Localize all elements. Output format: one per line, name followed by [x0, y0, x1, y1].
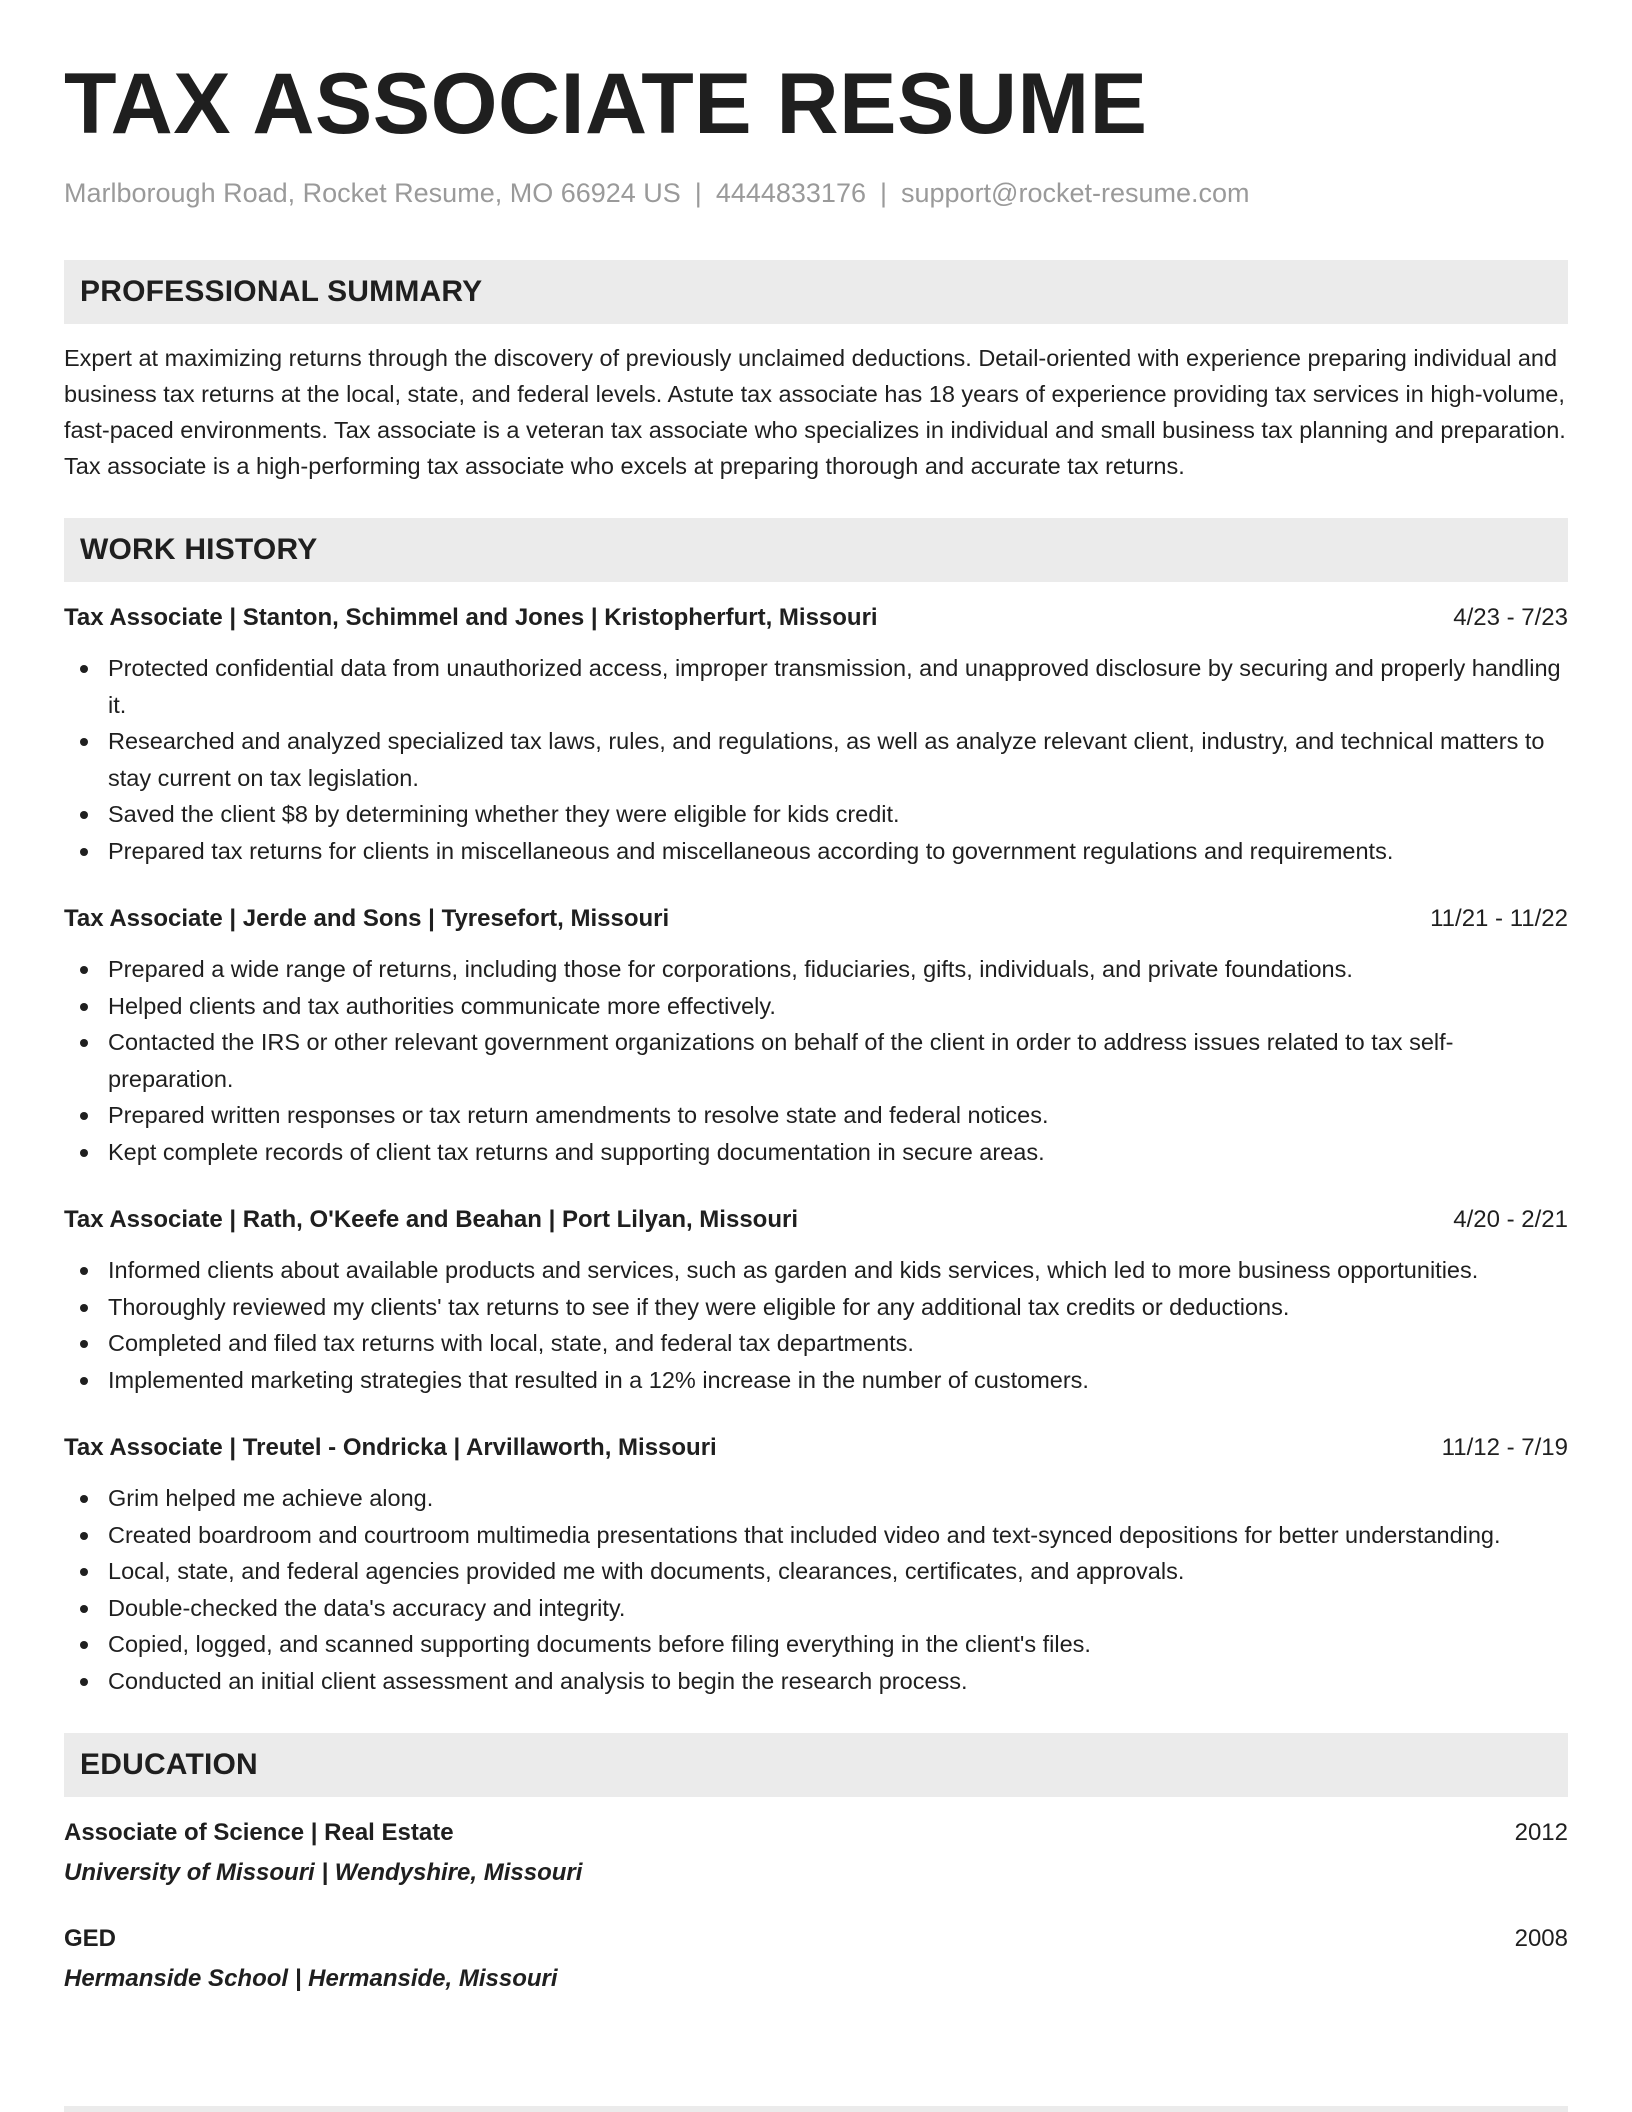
job-bullet: Researched and analyzed specialized tax laws, rules, and regulations, as well as analyze relevant client, industry, and technical matters to stay current on tax legislation. [64, 723, 1568, 796]
job-bullet: Prepared a wide range of returns, including those for corporations, fiduciaries, gifts, individuals, and private foundations. [64, 951, 1568, 988]
job-bullet: Implemented marketing strategies that resulted in a 12% increase in the number of customers. [64, 1362, 1568, 1399]
job-bullet: Completed and filed tax returns with local, state, and federal tax departments. [64, 1325, 1568, 1362]
job-bullet: Thoroughly reviewed my clients' tax returns to see if they were eligible for any additional tax credits or deductions. [64, 1289, 1568, 1326]
education-school: University of Missouri | Wendyshire, Missouri [64, 1859, 583, 1886]
job-bullet: Grim helped me achieve along. [64, 1480, 1568, 1517]
contact-separator: | [694, 178, 702, 208]
job-bullet: Conducted an initial client assessment and analysis to begin the research process. [64, 1663, 1568, 1700]
job-bullet: Kept complete records of client tax returns and supporting documentation in secure areas. [64, 1134, 1568, 1171]
bullet-icon [80, 1304, 88, 1312]
job-bullet: Protected confidential data from unauthorized access, improper transmission, and unapproved disclosure by securing and properly handling it. [64, 650, 1568, 723]
job-bullet: Created boardroom and courtroom multimedia presentations that included video and text-synced depositions for better understanding. [64, 1517, 1568, 1554]
bullet-icon [80, 1267, 88, 1275]
job-entry [64, 1202, 1568, 1398]
bullet-icon [80, 1495, 88, 1503]
job-bullet: Copied, logged, and scanned supporting documents before filing everything in the client's files. [64, 1626, 1568, 1663]
bullet-icon [80, 1039, 88, 1047]
bullet-icon [80, 1377, 88, 1385]
resume-page [64, 56, 1568, 1997]
job-entry [64, 600, 1568, 869]
job-dates: 4/20 - 2/21 [1453, 1206, 1568, 1233]
job-bullet: Local, state, and federal agencies provided me with documents, clearances, certificates, and approvals. [64, 1553, 1568, 1590]
contact-line [64, 176, 1568, 210]
job-entry [64, 901, 1568, 1170]
contact-separator: | [879, 178, 887, 208]
bullet-icon [80, 966, 88, 974]
job-title: Tax Associate | Jerde and Sons | Tyresefort, Missouri [64, 905, 670, 932]
education-heading: EDUCATION [80, 1748, 258, 1781]
education-year: 2008 [1514, 1925, 1568, 1952]
job-bullets [64, 951, 1568, 1170]
job-dates: 11/21 - 11/22 [1430, 905, 1568, 932]
bullet-icon [80, 1568, 88, 1576]
education-section-header [64, 1733, 1568, 1797]
job-title: Tax Associate | Rath, O'Keefe and Beahan | Port Lilyan, Missouri [64, 1206, 798, 1233]
education-entry [64, 1815, 1568, 1891]
bullet-icon [80, 1340, 88, 1348]
bullet-icon [80, 811, 88, 819]
bullet-icon [80, 848, 88, 856]
next-section-header-edge [64, 2106, 1568, 2112]
job-bullet: Informed clients about available products and services, such as garden and kids services, which led to more business opportunities. [64, 1252, 1568, 1289]
summary-text: Expert at maximizing returns through the discovery of previously unclaimed deductions. Detail-oriented with experience preparing individual and business tax returns at the local, state, and federal levels. Astute tax associate has 18 years of experience providing tax services in high-volume, fast-paced environments. Tax associate is a veteran tax associate who specializes in individual and small business tax planning and preparation. Tax associate is a high-performing tax associate who excels at preparing thorough and accurate tax returns. [64, 345, 1566, 479]
education-school: Hermanside School | Hermanside, Missouri [64, 1965, 558, 1992]
work-history-section-header [64, 518, 1568, 582]
contact-address: Marlborough Road, Rocket Resume, MO 66924 US [64, 178, 681, 208]
job-dates: 4/23 - 7/23 [1453, 604, 1568, 631]
job-bullet: Prepared tax returns for clients in miscellaneous and miscellaneous according to government regulations and requirements. [64, 833, 1568, 870]
bullet-icon [80, 665, 88, 673]
job-bullet: Helped clients and tax authorities communicate more effectively. [64, 988, 1568, 1025]
job-bullets [64, 1480, 1568, 1699]
job-bullet: Contacted the IRS or other relevant government organizations on behalf of the client in order to address issues related to tax self-preparation. [64, 1024, 1568, 1097]
bullet-icon [80, 1112, 88, 1120]
resume-title: TAX ASSOCIATE RESUME [64, 56, 1148, 152]
work-history-heading: WORK HISTORY [80, 533, 318, 566]
job-bullets [64, 1252, 1568, 1398]
bullet-icon [80, 1149, 88, 1157]
contact-email: support@rocket-resume.com [901, 178, 1250, 208]
summary-heading: PROFESSIONAL SUMMARY [80, 275, 483, 308]
education-entry [64, 1921, 1568, 1997]
bullet-icon [80, 1605, 88, 1613]
job-bullet: Prepared written responses or tax return amendments to resolve state and federal notices. [64, 1097, 1568, 1134]
bullet-icon [80, 1678, 88, 1686]
bullet-icon [80, 1641, 88, 1649]
contact-phone: 4444833176 [715, 178, 866, 208]
education-year: 2012 [1514, 1819, 1568, 1846]
job-title: Tax Associate | Stanton, Schimmel and Jones | Kristopherfurt, Missouri [64, 604, 878, 631]
job-title: Tax Associate | Treutel - Ondricka | Arvillaworth, Missouri [64, 1434, 717, 1461]
bullet-icon [80, 1003, 88, 1011]
job-bullet: Double-checked the data's accuracy and integrity. [64, 1590, 1568, 1627]
education-degree: Associate of Science | Real Estate [64, 1819, 454, 1846]
job-entry [64, 1430, 1568, 1699]
job-bullet: Saved the client $8 by determining whether they were eligible for kids credit. [64, 796, 1568, 833]
job-bullets [64, 650, 1568, 869]
education-degree: GED [64, 1925, 117, 1952]
summary-section-header [64, 260, 1568, 324]
bullet-icon [80, 738, 88, 746]
bullet-icon [80, 1532, 88, 1540]
job-dates: 11/12 - 7/19 [1441, 1434, 1568, 1461]
